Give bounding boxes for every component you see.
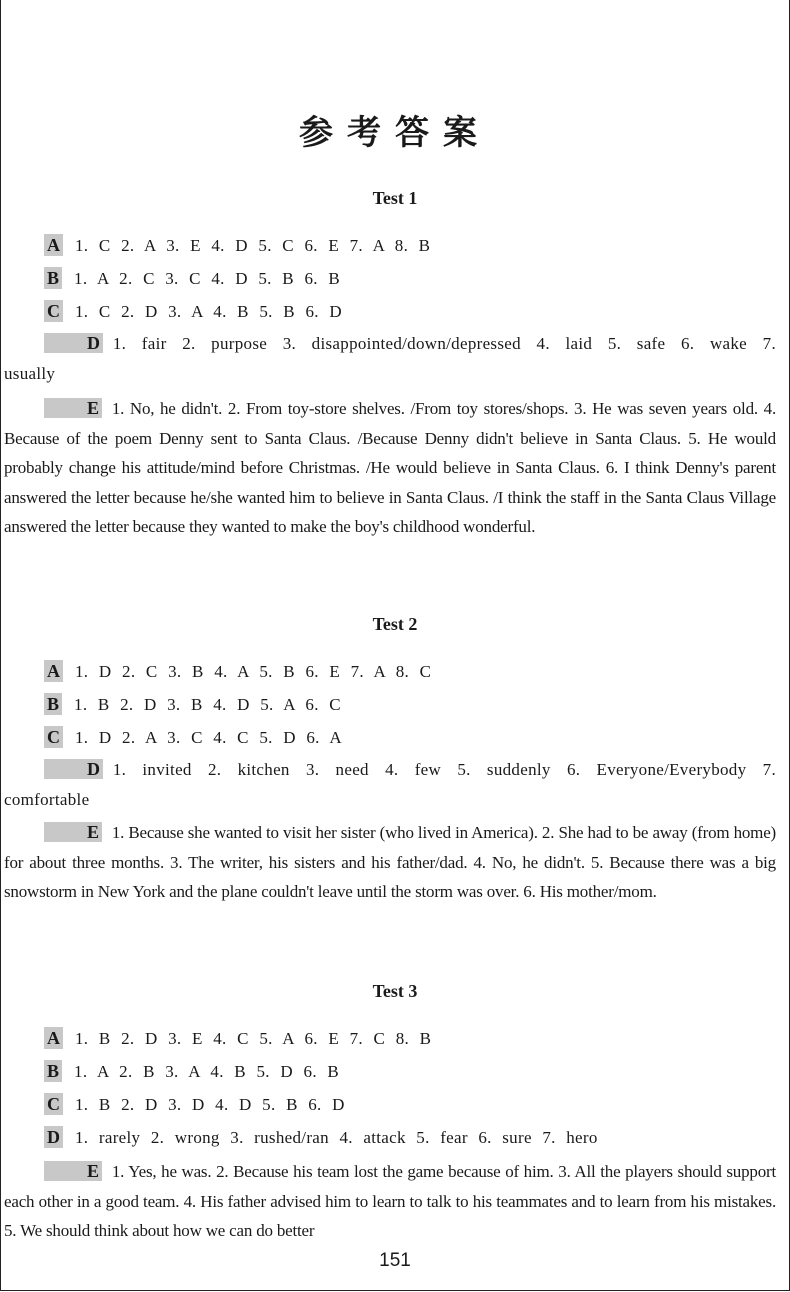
page-title: 参考答案 [299, 113, 491, 153]
section-label: E [44, 822, 102, 842]
answers: 1. B 2. D 3. B 4. D 5. A 6. C [74, 695, 341, 714]
answer-row-b [44, 1060, 339, 1083]
answer-row-a [44, 234, 430, 257]
answer-paragraph-e [4, 1157, 776, 1246]
section-label: B [44, 1060, 62, 1082]
answers: 1. A 2. C 3. C 4. D 5. B 6. B [74, 269, 340, 288]
page-number: 151 [379, 1250, 411, 1271]
answer-row-c [44, 1093, 345, 1116]
answers: 1. A 2. B 3. A 4. B 5. D 6. B [74, 1062, 340, 1081]
section-label: D [44, 1126, 63, 1148]
section-label: C [44, 726, 63, 748]
section-label: D [44, 333, 103, 353]
answer-row-d [4, 755, 776, 814]
answer-row-b [44, 693, 341, 716]
answer-row-d [4, 329, 776, 388]
answers: 1. No, he didn't. 2. From toy-store shelves. /From toy stores/shops. 3. He was seven years old. 4. Because of the poem Denny sent to Santa Claus. /Because Denny didn't believe in Santa Claus. 5. He would probably change his attitude/mind before Christmas. /He would believe in Santa Claus. 6. I think Denny's parent answered the letter because he/she wanted him to believe in Santa Claus. /I think the staff in the Santa Claus Village answered the letter because they wanted to make the boy's childhood wonderful. [4, 399, 776, 537]
answers: 1. B 2. D 3. D 4. D 5. B 6. D [75, 1095, 345, 1114]
section-label: C [44, 1093, 63, 1115]
answers: 1. C 2. A 3. E 4. D 5. C 6. E 7. A 8. B [75, 236, 431, 255]
section-label: A [44, 1027, 63, 1049]
section-label: C [44, 300, 63, 322]
answers: 1. rarely 2. wrong 3. rushed/ran 4. attack 5. fear 6. sure 7. hero [75, 1128, 598, 1147]
answer-row-c [44, 300, 342, 323]
section-label: A [44, 234, 63, 256]
section-label: B [44, 267, 62, 289]
answer-row-a [44, 660, 431, 683]
section-label: E [44, 398, 102, 418]
section-label: D [44, 759, 103, 779]
answer-row-d [44, 1126, 598, 1149]
test-heading: Test 1 [372, 188, 418, 208]
section-label: B [44, 693, 62, 715]
answers: 1. C 2. D 3. A 4. B 5. B 6. D [75, 302, 342, 321]
answers: 1. B 2. D 3. E 4. C 5. A 6. E 7. C 8. B [75, 1029, 432, 1048]
answers: 1. Because she wanted to visit her sister (who lived in America). 2. She had to be away (from home) for about three months. 3. The writer, his sisters and his father/dad. 4. No, he didn't. 5. Because there was a big snowstorm in New York and the plane couldn't leave until the storm was over. 6. His mother/mom. [4, 823, 776, 902]
answer-row-c [44, 726, 342, 749]
answers: 1. fair 2. purpose 3. disappointed/down/depressed 4. laid 5. safe 6. wake 7. usually [4, 334, 776, 383]
test-heading: Test 2 [372, 614, 418, 634]
answer-paragraph-e [4, 818, 776, 907]
section-label: A [44, 660, 63, 682]
answer-row-b [44, 267, 340, 290]
answers: 1. D 2. A 3. C 4. C 5. D 6. A [75, 728, 342, 747]
answer-row-a [44, 1027, 431, 1050]
answer-paragraph-e [4, 394, 776, 542]
answers: 1. Yes, he was. 2. Because his team lost the game because of him. 3. All the players should support each other in a good team. 4. His father advised him to learn to talk to his teammates and to learn from his mistakes. 5. We should think about how we can do better [4, 1162, 776, 1241]
answers: 1. invited 2. kitchen 3. need 4. few 5. suddenly 6. Everyone/Everybody 7. comfortable [4, 760, 776, 809]
test-heading: Test 3 [372, 981, 418, 1001]
answers: 1. D 2. C 3. B 4. A 5. B 6. E 7. A 8. C [75, 662, 432, 681]
section-label: E [44, 1161, 102, 1181]
